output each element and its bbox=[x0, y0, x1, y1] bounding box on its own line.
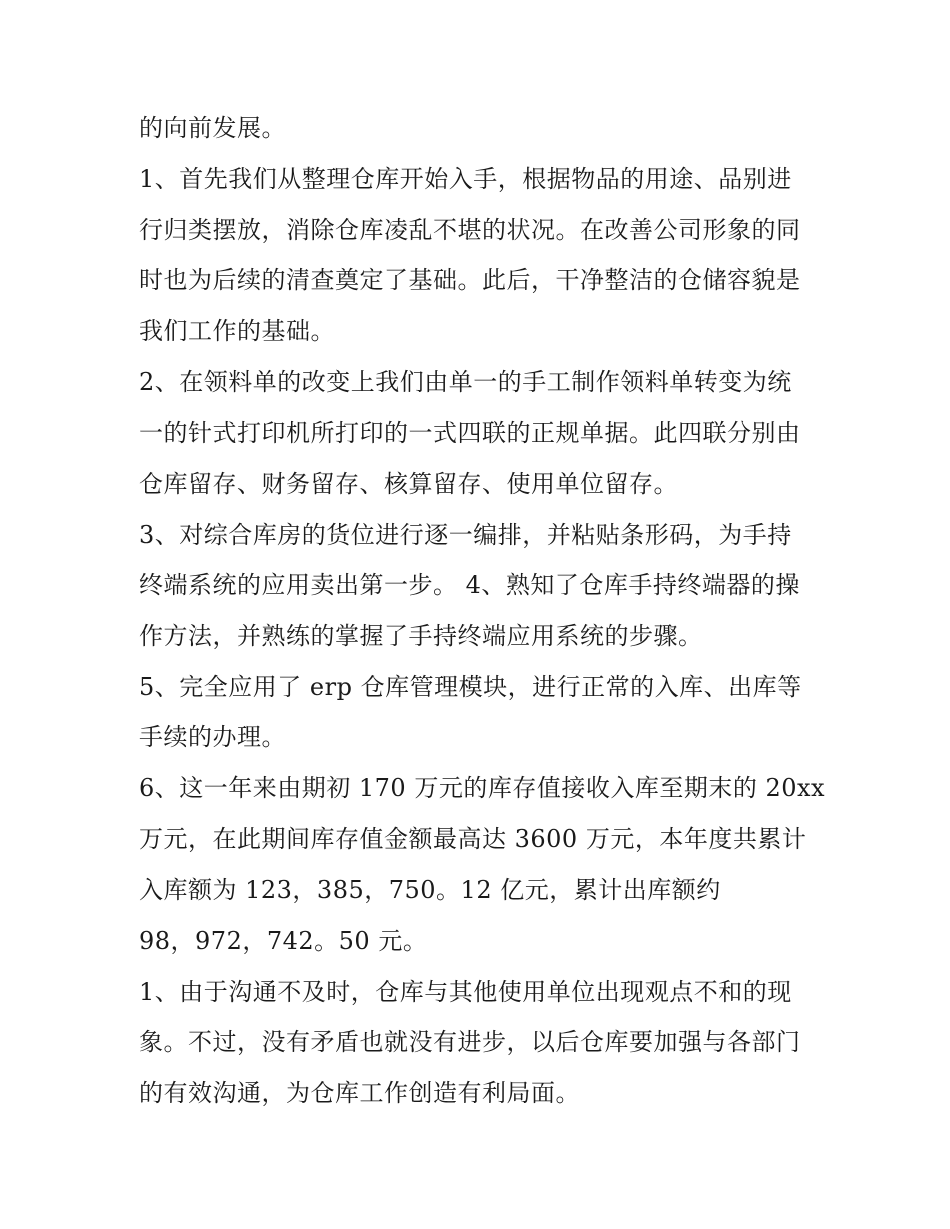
text-line: 一的针式打印机所打印的一式四联的正规单据。此四联分别由 bbox=[139, 419, 801, 447]
text-line: 时也为后续的清查奠定了基础。此后，干净整洁的仓储容貌是 bbox=[139, 266, 801, 294]
text-line: 入库额为 123，385，750。12 亿元，累计出库额约 bbox=[139, 876, 721, 904]
text-line: 1、由于沟通不及时，仓库与其他使用单位出现观点不和的现 bbox=[139, 978, 792, 1006]
text-line: 98，972，742。50 元。 bbox=[139, 927, 428, 955]
text-line: 6、这一年来由期初 170 万元的库存值接收入库至期末的 20xx bbox=[139, 774, 826, 802]
text-line: 行归类摆放，消除仓库凌乱不堪的状况。在改善公司形象的同 bbox=[139, 216, 801, 244]
text-line: 的有效沟通，为仓库工作创造有利局面。 bbox=[139, 1079, 580, 1107]
text-line: 终端系统的应用卖出第一步。 4、熟知了仓库手持终端器的操 bbox=[139, 571, 800, 599]
text-line: 仓库留存、财务留存、核算留存、使用单位留存。 bbox=[139, 470, 678, 498]
text-line: 的向前发展。 bbox=[139, 114, 286, 142]
text-line: 我们工作的基础。 bbox=[139, 317, 335, 345]
text-line: 3、对综合库房的货位进行逐一编排，并粘贴条形码，为手持 bbox=[139, 521, 792, 549]
text-line: 手续的办理。 bbox=[139, 723, 286, 751]
text-line: 作方法，并熟练的掌握了手持终端应用系统的步骤。 bbox=[139, 622, 703, 650]
text-line: 象。不过，没有矛盾也就没有进步，以后仓库要加强与各部门 bbox=[139, 1028, 801, 1056]
text-line: 1、首先我们从整理仓库开始入手，根据物品的用途、品别进 bbox=[139, 165, 792, 193]
text-line: 万元，在此期间库存值金额最高达 3600 万元，本年度共累计 bbox=[139, 825, 807, 853]
text-line: 5、完全应用了 erp 仓库管理模块，进行正常的入库、出库等 bbox=[139, 673, 802, 701]
text-line: 2、在领料单的改变上我们由单一的手工制作领料单转变为统 bbox=[139, 368, 792, 396]
